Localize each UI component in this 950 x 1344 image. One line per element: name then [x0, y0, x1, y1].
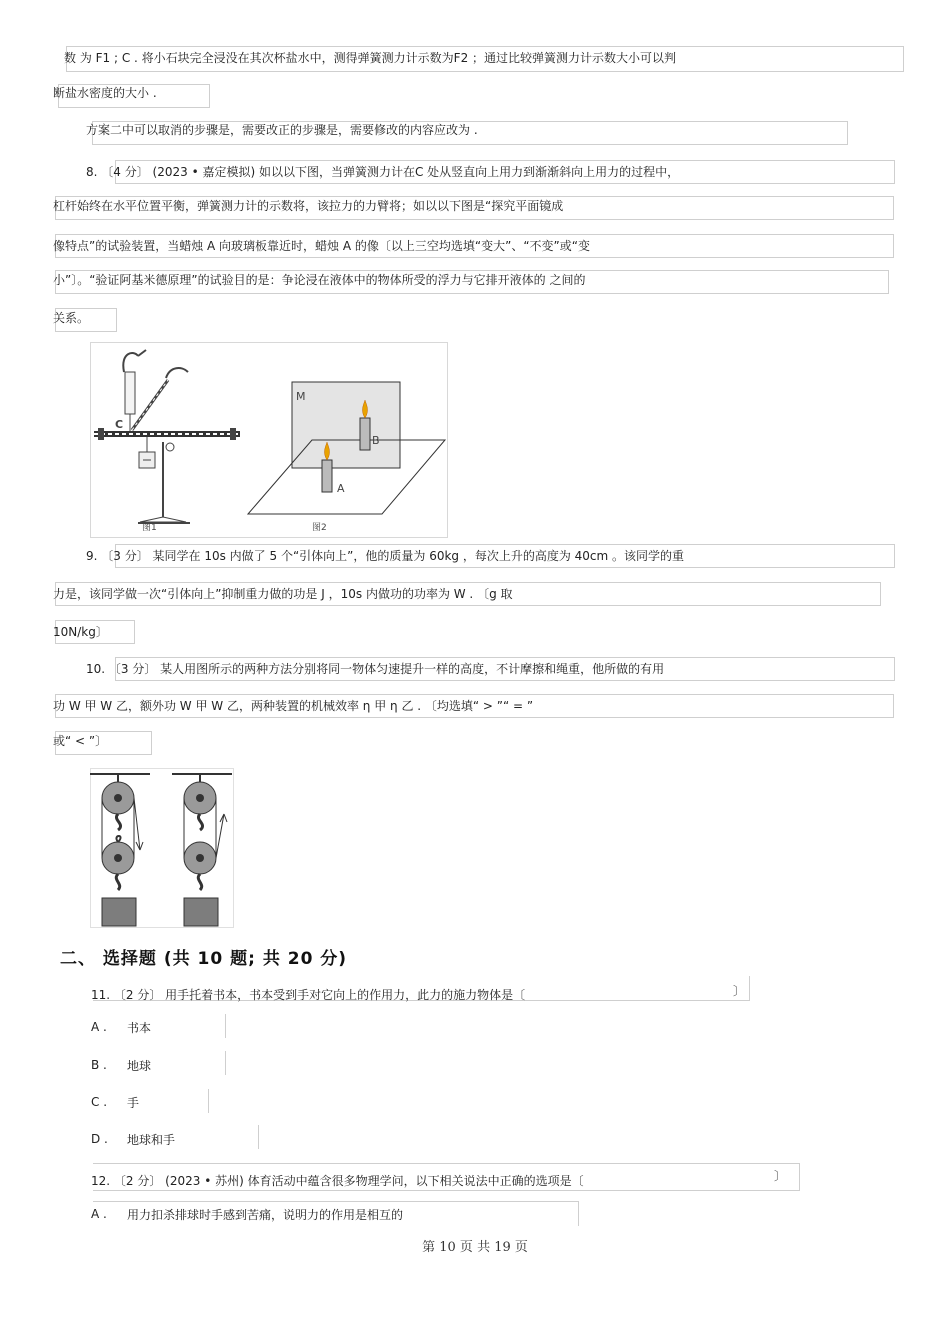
label-c: C — [115, 418, 124, 431]
pulley-figure — [90, 768, 234, 928]
option-c-letter: C . — [91, 1095, 108, 1109]
answer-box — [93, 1014, 226, 1038]
question-8-line: 8. 〔4 分〕 (2023 • 嘉定模拟) 如以以下图，当弹簧测力计在C 处从竖直向上用力到渐渐斜向上用力的过程中， — [86, 165, 680, 179]
answer-box — [93, 1051, 226, 1075]
question-12-stem: 12. 〔2 分〕 (2023 • 苏州) 体育活动中蕴含很多物理学问，以下相关说法中正确的选项是〔 — [91, 1174, 584, 1188]
label-b: B — [372, 434, 380, 447]
question-8-line: 关系。 — [53, 311, 90, 325]
option-a-letter: A . — [91, 1020, 107, 1034]
option-d-text[interactable]: 地球和手 — [127, 1133, 176, 1147]
label-a: A — [337, 482, 345, 495]
question-12-close: 〕 — [774, 1169, 787, 1183]
question-9-line: 10N/kg〕 — [53, 625, 108, 639]
figure-2-caption: 图2 — [312, 523, 327, 533]
question-11-close: 〕 — [733, 984, 746, 998]
option-d-letter: D . — [91, 1132, 108, 1146]
text-line: 数 为 F1 ; C . 将小石块完全浸没在其次杯盐水中，测得弹簧测力计示数为F2 ；通过比较弹簧测力计示数大小可以判 — [64, 51, 677, 65]
question-8-line: 像特点”的试验装置，当蜡烛 A 向玻璃板靠近时，蜡烛 A 的像〔以上三空均选填“变大”、“不变”或“变 — [53, 239, 590, 253]
text-line: 断盐水密度的大小 . — [53, 86, 157, 100]
question-10-line: 功 W 甲 W 乙，额外功 W 甲 W 乙，两种装置的机械效率 η 甲 η 乙 . 〔均选填“ > ”“ = ” — [53, 699, 534, 713]
option-a-text[interactable]: 用力扣杀排球时手感到苦痛，说明力的作用是相互的 — [127, 1208, 404, 1222]
question-11-stem: 11. 〔2 分〕 用手托着书本，书本受到手对它向上的作用力，此力的施力物体是〔 — [91, 988, 526, 1002]
question-10-line: 或“ < ”〕 — [53, 734, 108, 748]
question-10-line: 10. 〔3 分〕 某人用图所示的两种方法分别将同一物体匀速提升一样的高度，不计摩擦和绳重，他所做的有用 — [86, 662, 665, 676]
question-9-line: 力是，该同学做一次“引体向上”抑制重力做的功是 J ，10s 内做功的功率为 W . 〔g 取 — [53, 587, 513, 601]
question-9-line: 9. 〔3 分〕 某同学在 10s 内做了 5 个“引体向上”，他的质量为 60kg ，每次上升的高度为 40cm 。该同学的重 — [86, 549, 685, 563]
figure-1-caption: 图1 — [142, 523, 157, 533]
option-c-text[interactable]: 手 — [127, 1096, 140, 1110]
answer-box — [93, 1125, 259, 1149]
option-b-text[interactable]: 地球 — [127, 1059, 152, 1073]
section-heading: 二、 选择题 (共 10 题; 共 20 分) — [60, 949, 348, 969]
question-8-line: 小”〕。“验证阿基米德原理”的试验目的是：争论浸在液体中的物体所受的浮力与它排开液体的 之间的 — [53, 273, 586, 287]
lever-and-mirror-figure — [90, 342, 448, 538]
label-m: M — [296, 390, 306, 403]
question-8-line: 杠杆始终在水平位置平衡，弹簧测力计的示数将，该拉力的力臂将；如以以下图是“探究平面镜成 — [53, 199, 564, 213]
option-a-letter: A . — [91, 1207, 107, 1221]
answer-box — [93, 1089, 209, 1113]
option-b-letter: B . — [91, 1058, 107, 1072]
option-a-text[interactable]: 书本 — [127, 1021, 152, 1035]
text-line: 方案二中可以取消的步骤是，需要改正的步骤是，需要修改的内容应改为 . — [86, 123, 478, 137]
page-number: 第 10 页 共 19 页 — [422, 1240, 528, 1255]
